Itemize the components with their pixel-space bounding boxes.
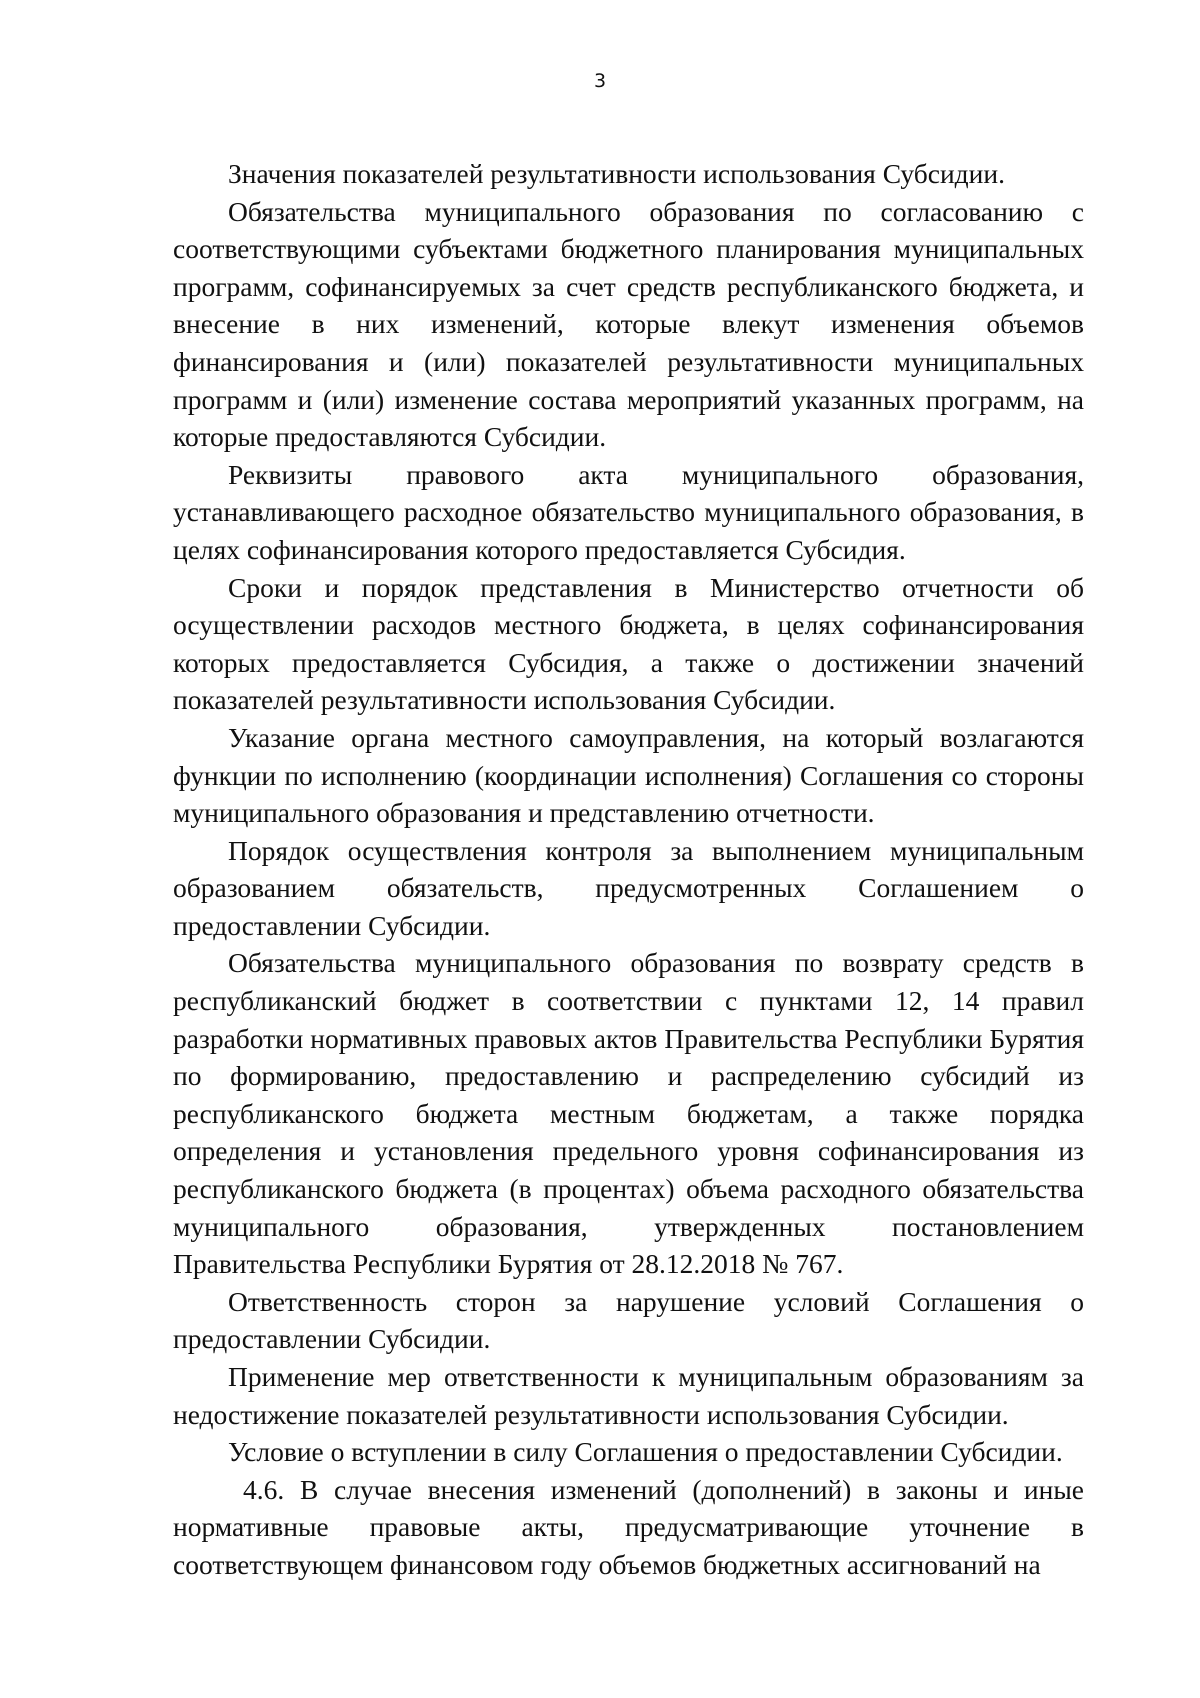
document-body bbox=[173, 155, 1084, 1584]
paragraph-municipal-obligations-agreement: Обязательства муниципального образования по согласованию с соответствующими субъектами бюджетного планирования муниципальных программ, софинансируемых за счет средств республиканского бюджета, и внесение в них изменений, которые влекут изменения объемов финансирования и (или) показателей результативности муниципальных программ и (или) изменение состава мероприятий указанных программ, на которые предоставляются Субсидии. bbox=[173, 195, 1084, 453]
paragraph-reporting-terms: Сроки и порядок представления в Министерство отчетности об осуществлении расходов местного бюджета, в целях софинансирования которых предоставляется Субсидия, а также о достижении значений показателей результативности использования Субсидии. bbox=[173, 571, 1084, 716]
paragraph-entry-into-force: Условие о вступлении в силу Соглашения о предоставлении Субсидии. bbox=[228, 1436, 1063, 1468]
paragraph-refund-obligations: Обязательства муниципального образования по возврату средств в республиканский бюджет в соответствии с пунктами 12, 14 правил разработки нормативных правовых актов Правительства Республики Бурятия по формированию, предоставлению и распределению субсидий из республиканского бюджета местным бюджетам, а также порядка определения и установления предельного уровня софинансирования из республиканского бюджета (в процентах) объема расходного обязательства муниципального образования, утвержденных постановлением Правительства Республики Бурятия от 28.12.2018 № 767. bbox=[173, 947, 1084, 1280]
paragraph-liability-measures: Применение мер ответственности к муниципальным образованиям за недостижение показателей результативности использования Субсидии. bbox=[173, 1361, 1084, 1430]
paragraph-control-procedure: Порядок осуществления контроля за выполнением муниципальным образованием обязательств, предусмотренных Соглашением о предоставлении Субсидии. bbox=[173, 834, 1084, 941]
paragraph-responsible-authority: Указание органа местного самоуправления, на который возлагаются функции по исполнению (координации исполнения) Соглашения со стороны муниципального образования и представлению отчетности. bbox=[173, 721, 1084, 829]
paragraph-legal-act-details: Реквизиты правового акта муниципального образования, устанавливающего расходное обязательство муниципального образования, в целях софинансирования которого предоставляется Субсидия. bbox=[173, 458, 1084, 565]
paragraph-section-4-6: 4.6. В случае внесения изменений (дополнений) в законы и иные нормативные правовые акты, предусматривающие уточнение в соответствующем финансовом году объемов бюджетных ассигнований на bbox=[173, 1473, 1084, 1580]
paragraph-performance-indicators: Значения показателей результативности использования Субсидии. bbox=[228, 158, 1005, 189]
page-number: 3 bbox=[593, 70, 607, 92]
paragraph-liability: Ответственность сторон за нарушение условий Соглашения о предоставлении Субсидии. bbox=[173, 1285, 1084, 1355]
